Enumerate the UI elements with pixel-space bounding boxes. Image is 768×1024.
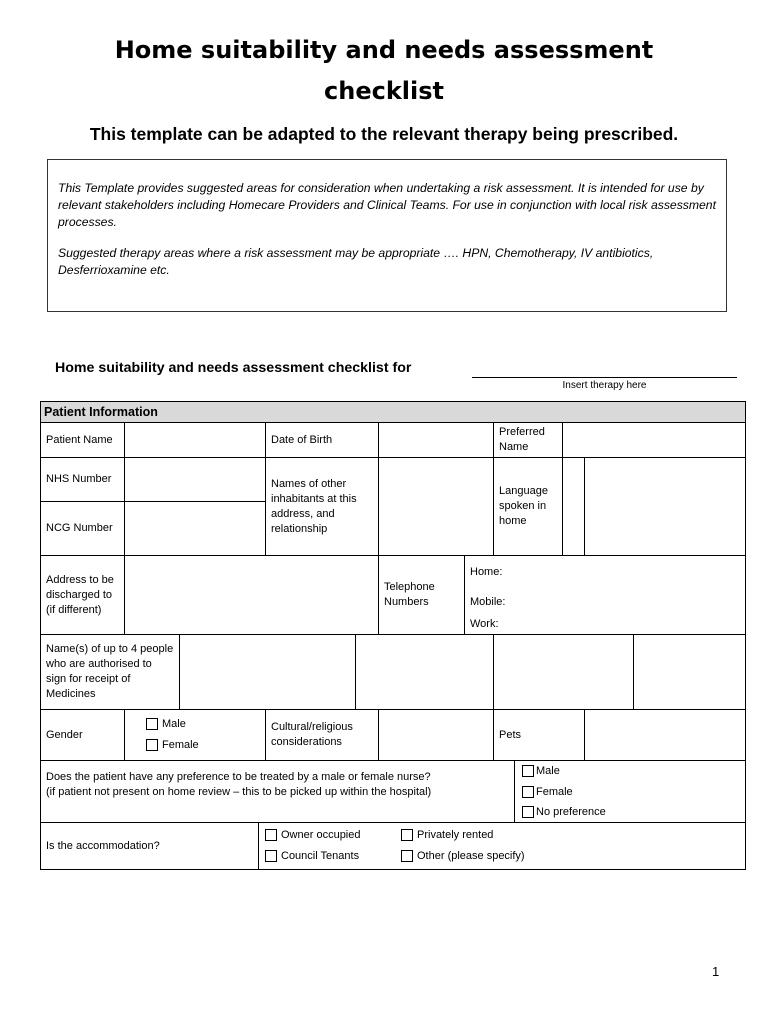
- acc-private-label: Privately rented: [417, 829, 494, 841]
- nurse-no-preference-checkbox[interactable]: [522, 806, 534, 818]
- gender-options: [125, 710, 266, 761]
- phone-home-label: Home:: [470, 566, 503, 578]
- address-field[interactable]: [125, 556, 379, 635]
- pets-label: Pets: [494, 710, 585, 761]
- page-number: 1: [712, 964, 720, 979]
- patient-name-label: Patient Name: [41, 423, 125, 458]
- acc-council-option[interactable]: [265, 846, 401, 867]
- phone-mobile-label: Mobile:: [470, 595, 506, 608]
- phone-work-label: Work:: [470, 618, 499, 630]
- info-box: [47, 159, 727, 312]
- dob-field[interactable]: [379, 423, 494, 458]
- nurse-female-option[interactable]: [522, 782, 740, 803]
- cultural-label: Cultural/religious considerations: [266, 710, 379, 761]
- acc-other-checkbox[interactable]: [401, 850, 413, 862]
- nurse-preference-question: [41, 761, 515, 823]
- address-label: Address to be discharged to (if different): [41, 556, 125, 635]
- telephone-fields[interactable]: [465, 556, 746, 635]
- nhs-number-field[interactable]: [125, 458, 266, 502]
- therapy-input-line[interactable]: [472, 377, 737, 378]
- accommodation-options: [259, 823, 746, 870]
- acc-owner-option[interactable]: [265, 825, 401, 846]
- accommodation-label: Is the accommodation?: [41, 823, 259, 870]
- patient-information-table: [40, 401, 746, 870]
- nurse-no-preference-label: No preference: [536, 806, 606, 818]
- acc-private-checkbox[interactable]: [401, 829, 413, 841]
- inhabitants-field[interactable]: [379, 458, 494, 556]
- info-paragraph-1: This Template provides suggested areas for consideration when undertaking a risk assessment. It is intended for use by relevant stakeholders including Homecare Providers and Clinical Teams. For use in conjunction with local risk assessment processes.: [58, 181, 716, 229]
- acc-owner-label: Owner occupied: [281, 829, 361, 841]
- gender-female-checkbox[interactable]: [146, 739, 158, 751]
- language-label: Language spoken in home: [494, 458, 563, 556]
- acc-other-label: Other (please specify): [417, 850, 525, 862]
- document-title-line-2: checklist: [324, 77, 444, 105]
- nurse-male-label: Male: [536, 765, 560, 777]
- acc-owner-checkbox[interactable]: [265, 829, 277, 841]
- gender-male-option[interactable]: [146, 714, 260, 735]
- nurse-preference-line-2: (if patient not present on home review – this to be picked up within the hospital): [46, 785, 432, 798]
- insert-therapy-hint: Insert therapy here: [562, 380, 647, 391]
- authorised-label: Name(s) of up to 4 people who are authorised to sign for receipt of Medicines: [41, 635, 180, 710]
- dob-label: Date of Birth: [266, 423, 379, 458]
- telephone-label: Telephone Numbers: [379, 556, 465, 635]
- section-header: Patient Information: [41, 402, 746, 423]
- checklist-for-label: Home suitability and needs assessment checklist for: [55, 360, 412, 376]
- info-paragraph-2: Suggested therapy areas where a risk assessment may be appropriate …. HPN, Chemotherapy, IV antibiotics, Desferrioxamine etc.: [58, 246, 654, 277]
- nhs-number-label: NHS Number: [41, 458, 125, 502]
- inhabitants-label: Names of other inhabitants at this address, and relationship: [266, 458, 379, 556]
- nurse-no-preference-option[interactable]: [522, 803, 740, 822]
- patient-name-field[interactable]: [125, 423, 266, 458]
- nurse-female-label: Female: [536, 786, 573, 798]
- preferred-name-field[interactable]: [563, 423, 746, 458]
- language-field-narrow[interactable]: [563, 458, 585, 556]
- nurse-male-option[interactable]: [522, 761, 740, 782]
- authorised-person-2[interactable]: [356, 635, 494, 710]
- document-title-line-1: Home suitability and needs assessment: [114, 36, 654, 64]
- ncg-number-field[interactable]: [125, 502, 266, 556]
- nurse-preference-options: [515, 761, 746, 823]
- gender-male-label: Male: [162, 718, 186, 730]
- language-field[interactable]: [585, 458, 746, 556]
- authorised-person-4[interactable]: [634, 635, 746, 710]
- acc-council-label: Council Tenants: [281, 850, 360, 862]
- acc-private-option[interactable]: [401, 825, 525, 846]
- gender-female-label: Female: [162, 739, 199, 751]
- gender-female-option[interactable]: [146, 735, 260, 756]
- ncg-number-label: NCG Number: [41, 502, 125, 556]
- gender-label: Gender: [41, 710, 125, 761]
- authorised-person-1[interactable]: [180, 635, 356, 710]
- authorised-person-3[interactable]: [494, 635, 634, 710]
- gender-male-checkbox[interactable]: [146, 718, 158, 730]
- nurse-female-checkbox[interactable]: [522, 786, 534, 798]
- document-subtitle: This template can be adapted to the relevant therapy being prescribed.: [89, 124, 679, 144]
- preferred-name-label: Preferred Name: [494, 423, 563, 458]
- nurse-preference-line-1: Does the patient have any preference to be treated by a male or female nurse?: [46, 770, 431, 783]
- pets-field[interactable]: [585, 710, 746, 761]
- acc-other-option[interactable]: [401, 846, 525, 867]
- acc-council-checkbox[interactable]: [265, 850, 277, 862]
- nurse-male-checkbox[interactable]: [522, 765, 534, 777]
- cultural-field[interactable]: [379, 710, 494, 761]
